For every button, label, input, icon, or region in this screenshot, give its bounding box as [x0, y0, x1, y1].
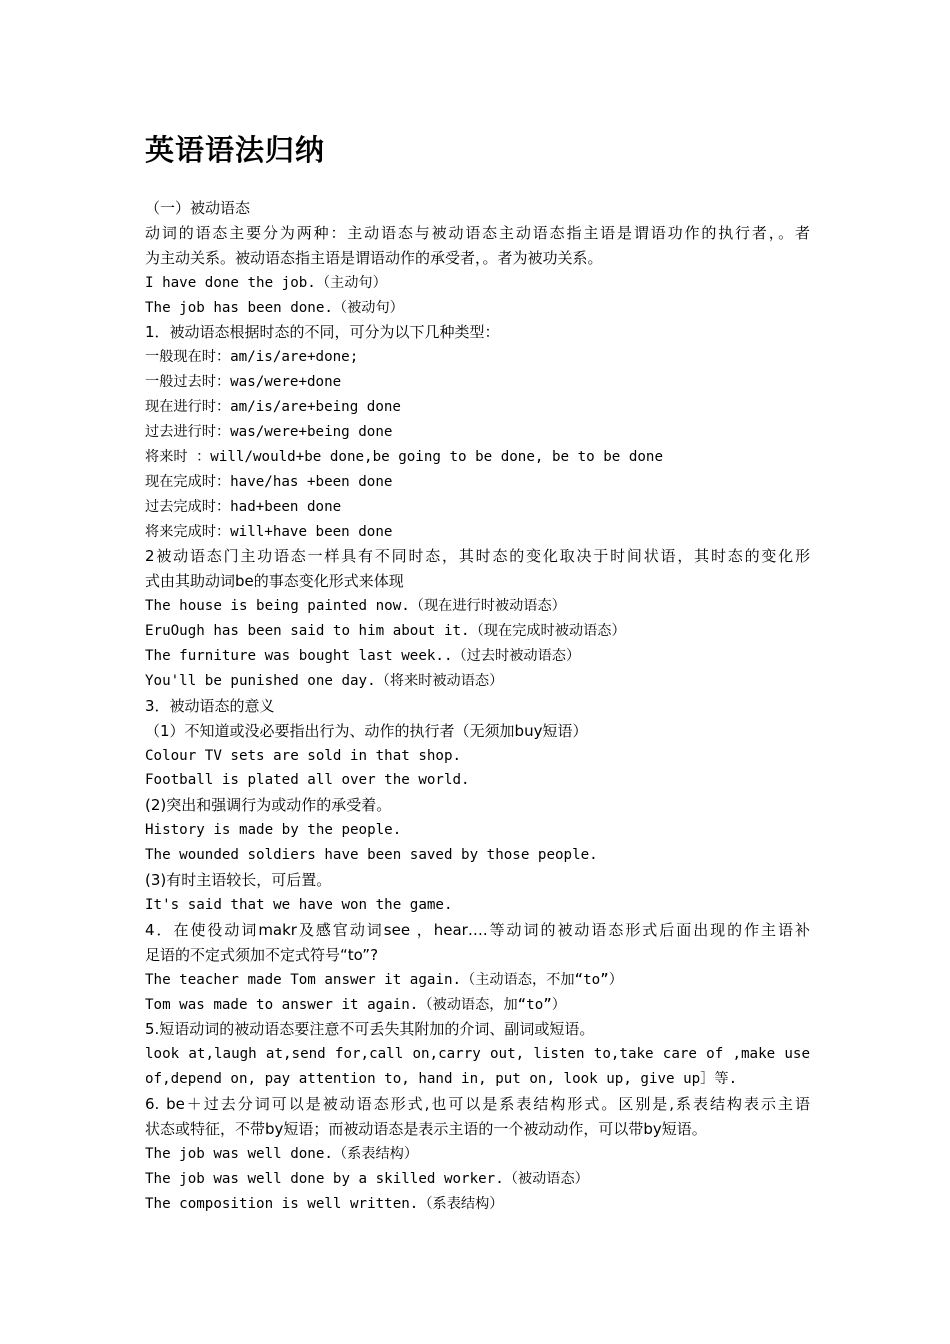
tense-formula: 现在完成时：have/has +been done: [145, 473, 393, 490]
paragraph-line: 为主动关系。被动语态指主语是谓语动作的承受者，。者为被功关系。: [145, 248, 603, 267]
sub-heading: (3)有时主语较长，可后置。: [145, 871, 332, 890]
example-sentence: The composition is well written.（系表结构）: [145, 1195, 504, 1212]
tense-formula: 将来完成时：will+have been done: [145, 523, 393, 540]
section-heading: （一）被动语态: [145, 199, 251, 217]
example-sentence: You'll be punished one day.（将来时被动语态）: [145, 672, 504, 689]
document-body: [145, 196, 810, 1217]
paragraph-line: 式由其助动词be的事态变化形式来体现: [145, 572, 404, 591]
example-sentence: The house is being painted now.（现在进行时被动语态）: [145, 598, 566, 615]
example-sentence: I have done the job.（主动句）: [145, 274, 387, 291]
example-sentence: The wounded soldiers have been saved by those people.: [145, 847, 598, 864]
numbered-heading: 1．被动语态根据时态的不同，可分为以下几种类型：: [145, 323, 500, 342]
example-sentence: The furniture was bought last week..（过去时被动语态）: [145, 648, 581, 665]
paragraph-line: 4．在使役动词makr及感官动词see ，hear….等动词的被动语态形式后面出现的作主语补: [145, 920, 810, 939]
tense-formula: 现在进行时：am/is/are+being done: [145, 399, 401, 416]
tense-formula: 将来时 ：will/would+be done,be going to be done, be to be done: [145, 448, 663, 465]
paragraph-line: 2被动语态门主功语态一样具有不同时态，其时态的变化取决于时间状语，其时态的变化形: [145, 547, 810, 566]
example-sentence: History is made by the people.: [145, 822, 402, 839]
paragraph-line: 动词的语态主要分为两种：主动语态与被动语态主动语态指主语是谓语功作的执行者，。者: [145, 223, 810, 242]
paragraph-line: 状态或特征，不带by短语；而被动语态是表示主语的一个被动动作，可以带by短语。: [145, 1119, 707, 1138]
example-sentence: Colour TV sets are sold in that shop.: [145, 747, 462, 764]
numbered-heading: 3．被动语态的意义: [145, 696, 275, 715]
numbered-heading: 5.短语动词的被动语态要注意不可丢失其附加的介词、副词或短语。: [145, 1020, 595, 1039]
tense-formula: 一般现在时：am/is/are+done;: [145, 349, 359, 366]
phrase-list-line: of,depend on, pay attention to, hand in, put on, look up, give up］等.: [145, 1071, 738, 1088]
paragraph-line: 6. be＋过去分词可以是被动语态形式,也可以是系表结构形式。区别是,系表结构表示主语: [145, 1095, 810, 1114]
tense-formula: 过去进行时：was/were+being done: [145, 424, 393, 441]
example-sentence: The teacher made Tom answer it again.（主动语态，不加“to”）: [145, 971, 623, 988]
example-sentence: The job was well done.（系表结构）: [145, 1145, 419, 1162]
example-sentence: EruOugh has been said to him about it.（现在完成时被动语态）: [145, 623, 626, 640]
document-title: 英语语法归纳: [145, 133, 326, 167]
tense-formula: 过去完成时：had+been done: [145, 498, 342, 515]
example-sentence: Tom was made to answer it again.（被动语态，加“to”）: [145, 996, 566, 1013]
tense-formula: 一般过去时：was/were+done: [145, 374, 342, 391]
sub-heading: （1）不知道或没必要指出行为、动作的执行者（无须加buy短语）: [145, 721, 588, 740]
paragraph-line: 足语的不定式须加不定式符号“to”?: [145, 945, 379, 964]
sub-heading: (2)突出和强调行为或动作的承受着。: [145, 796, 392, 815]
example-sentence: The job has been done.（被动句）: [145, 299, 404, 316]
phrase-list-line: look at,laugh at,send for,call on,carry out, listen to,take care of ,make use: [145, 1046, 810, 1063]
example-sentence: Football is plated all over the world.: [145, 772, 470, 789]
example-sentence: It's said that we have won the game.: [145, 896, 453, 913]
example-sentence: The job was well done by a skilled worker.（被动语态）: [145, 1170, 589, 1187]
